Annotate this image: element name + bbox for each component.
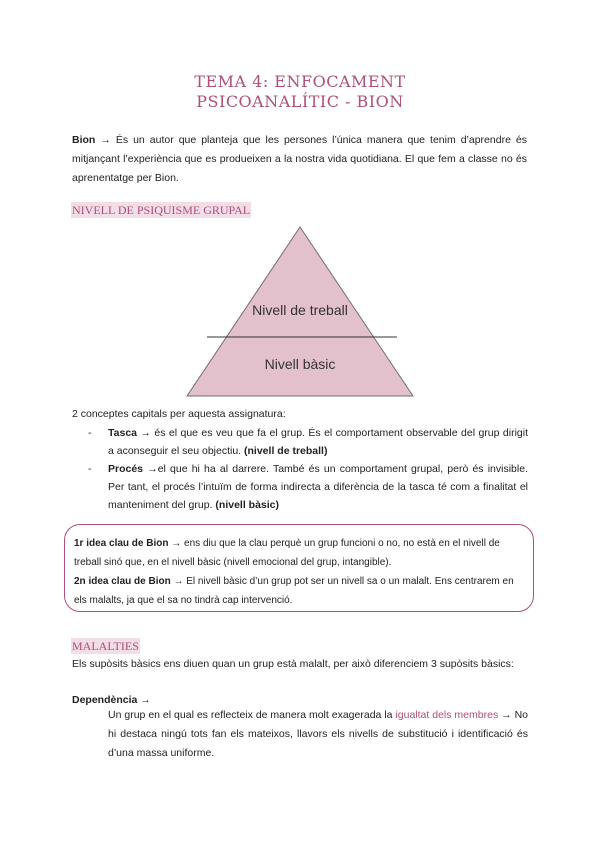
dependencia-highlight: igualtat dels membres: [395, 709, 499, 721]
key-ideas-text: [74, 534, 526, 610]
concept-tag: (nivell de treball): [244, 445, 328, 457]
section-heading-psiquisme: NIVELL DE PSIQUISME GRUPAL: [72, 203, 251, 217]
concept-term: Tasca: [108, 427, 137, 439]
concept-term: Procés: [108, 463, 144, 475]
bullet-dash: -: [88, 463, 92, 475]
key-idea-2: [74, 572, 526, 610]
dependencia-body: [108, 706, 528, 763]
pyramid-bottom-label: Nivell bàsic: [264, 356, 336, 372]
title-line-2: PSICOANALÍTIC - BION: [196, 92, 404, 111]
intro-bold: Bion: [72, 134, 96, 146]
bullet-dash: -: [88, 427, 92, 439]
concept-tag: (nivell bàsic): [215, 499, 280, 511]
intro-paragraph: [72, 131, 527, 188]
intro-text: → És un autor que planteja que les persones l’única manera que tenim d’aprendre és mitjançant l’experiència que es produeixen a la nostra vida quotidiana. El que fem a classe no és aprenentatge per Bion.: [72, 134, 527, 184]
dependencia-text-after: → No hi destaca ningú tots fan els mateixos, llavors els nivells de substitució i identificació és d’una massa uniforme.: [108, 709, 529, 759]
dependencia-text-before: Un grup en el qual es reflecteix de manera molt exagerada la: [108, 709, 396, 721]
key-idea-1-text: → ens diu que la clau perquè un grup funcioni o no, no està en el nivell de treball sinó que, en el nivell bàsic (nivell emocional del grup, intangible).: [74, 538, 500, 568]
page-title: [0, 72, 600, 112]
concept-text: → és el que es veu que fa el grup. És el comportament observable del grup dirigit a aconseguir el seu objectiu.: [108, 427, 528, 457]
pyramid-diagram: [185, 225, 415, 398]
concepts-intro: 2 conceptes capitals per aquesta assignatura:: [72, 408, 286, 420]
pyramid-top-label: Nivell de treball: [252, 302, 348, 318]
dependencia-label: Dependència →: [72, 694, 151, 706]
concepts-list: [88, 424, 528, 514]
concept-text: →el que hi ha al darrere. També és un comportament grupal, però és invisible. Per tant, el procés l’intuïm de forma indirecta a diferència de la tasca té com a finalitat el manteniment del grup.: [108, 463, 528, 511]
section-heading-malalties: MALALTIES: [72, 639, 139, 653]
key-idea-1: [74, 534, 526, 572]
list-item: [88, 460, 528, 514]
title-line-1: TEMA 4: ENFOCAMENT: [194, 72, 406, 91]
list-item: [88, 424, 528, 460]
key-idea-2-label: 2n idea clau de Bion: [74, 576, 171, 587]
malalties-paragraph: Els supòsits bàsics ens diuen quan un grup està malalt, per això diferenciem 3 supòsits bàsics:: [72, 658, 514, 670]
key-idea-1-label: 1r idea clau de Bion: [74, 538, 169, 549]
key-idea-2-text: → El nivell bàsic d’un grup pot ser un nivell sa o un malalt. Ens centrarem en els malalts, ja que el sa no tindrà cap intervenció.: [74, 576, 514, 606]
